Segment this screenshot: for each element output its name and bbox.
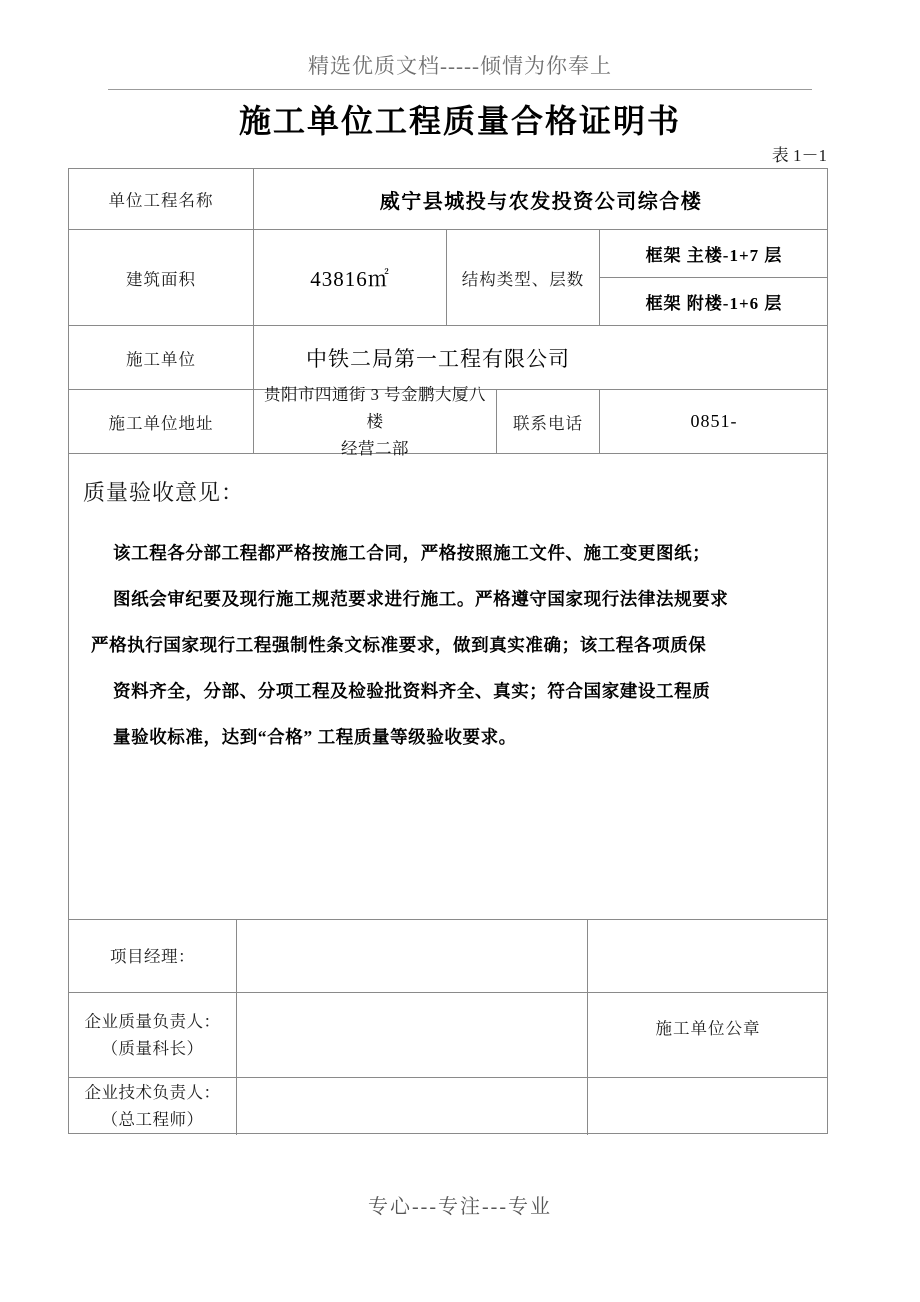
project-name-value-cell (254, 169, 828, 229)
opinion-line: 严格执行国家现行工程强制性条文标准要求，做到真实准确；该工程各项质保 (91, 635, 707, 655)
document-header (108, 52, 812, 80)
area-label: 建筑面积 (126, 269, 196, 289)
header-watermark-text: 精选优质文档-----倾情为你奉上 (308, 54, 612, 78)
address-line-1: 贵阳市四通街 3 号金鹏大厦八楼 (264, 385, 486, 431)
area-value: 43816㎡ (310, 266, 390, 291)
structure-label-cell (447, 230, 599, 325)
signature-label-line-1: 企业质量负责人： (84, 1012, 221, 1031)
signature-label-line-2: （质量科长） (101, 1039, 204, 1058)
opinion-line: 该工程各分部工程都严格按施工合同，严格按照施工文件、施工变更图纸； (113, 543, 711, 563)
structure-annex-value: 框架 附楼-1+6 层 (645, 294, 783, 313)
signature-field-technical-manager[interactable] (237, 1078, 587, 1134)
structure-main-cell (600, 230, 828, 277)
signature-label-line-1: 企业技术负责人： (84, 1083, 221, 1102)
builder-label: 施工单位 (126, 349, 196, 369)
signature-label-project-manager (69, 920, 236, 992)
signature-label-line-1: 项目经理： (110, 946, 195, 966)
quality-opinion-body (91, 530, 817, 760)
builder-value-cell (254, 326, 828, 389)
project-name-label-cell (69, 169, 253, 229)
certificate-table (68, 168, 828, 1134)
quality-opinion-area (69, 454, 828, 919)
address-label: 施工单位地址 (108, 413, 214, 433)
area-value-cell (254, 230, 446, 325)
project-name-label: 单位工程名称 (108, 191, 214, 210)
address-label-cell (69, 390, 253, 453)
signature-field-project-manager[interactable] (237, 920, 587, 992)
header-divider-rule (108, 89, 812, 90)
phone-value-cell (600, 390, 828, 453)
phone-value: 0851- (690, 411, 738, 431)
signature-label-technical-manager (69, 1078, 236, 1134)
builder-label-cell (69, 326, 253, 389)
page-footer: 专心---专注---专业 (368, 1196, 552, 1218)
opinion-line: 资料齐全，分部、分项工程及检验批资料齐全、真实；符合国家建设工程质 (113, 681, 711, 701)
address-value (260, 381, 490, 462)
quality-opinion-title: 质量验收意见： (83, 480, 245, 505)
official-seal-cell (588, 920, 828, 1134)
structure-annex-cell (600, 278, 828, 325)
structure-main-value: 框架 主楼-1+7 层 (645, 246, 783, 265)
signature-field-quality-manager[interactable] (237, 993, 587, 1077)
opinion-line: 图纸会审纪要及现行施工规范要求进行施工。严格遵守国家现行法律法规要求 (113, 589, 729, 609)
address-line-2: 经营二部 (341, 439, 409, 458)
opinion-line: 量验收标准，达到“合格” 工程质量等级验收要求。 (113, 727, 517, 747)
address-value-cell (254, 385, 496, 458)
official-seal-text: 施工单位公章 (655, 1019, 761, 1038)
table-number-caption: 表 1－1 (771, 146, 827, 165)
area-label-cell (69, 230, 253, 325)
structure-label: 结构类型、层数 (461, 269, 585, 289)
phone-label-cell (497, 390, 599, 453)
project-name-value: 威宁县城投与农发投资公司综合楼 (379, 190, 703, 213)
page-title: 施工单位工程质量合格证明书 (238, 103, 681, 139)
builder-value: 中铁二局第一工程有限公司 (306, 346, 570, 371)
signature-label-line-2: （总工程师） (101, 1110, 204, 1129)
signature-label-quality-manager (69, 993, 236, 1077)
phone-label: 联系电话 (513, 413, 583, 433)
